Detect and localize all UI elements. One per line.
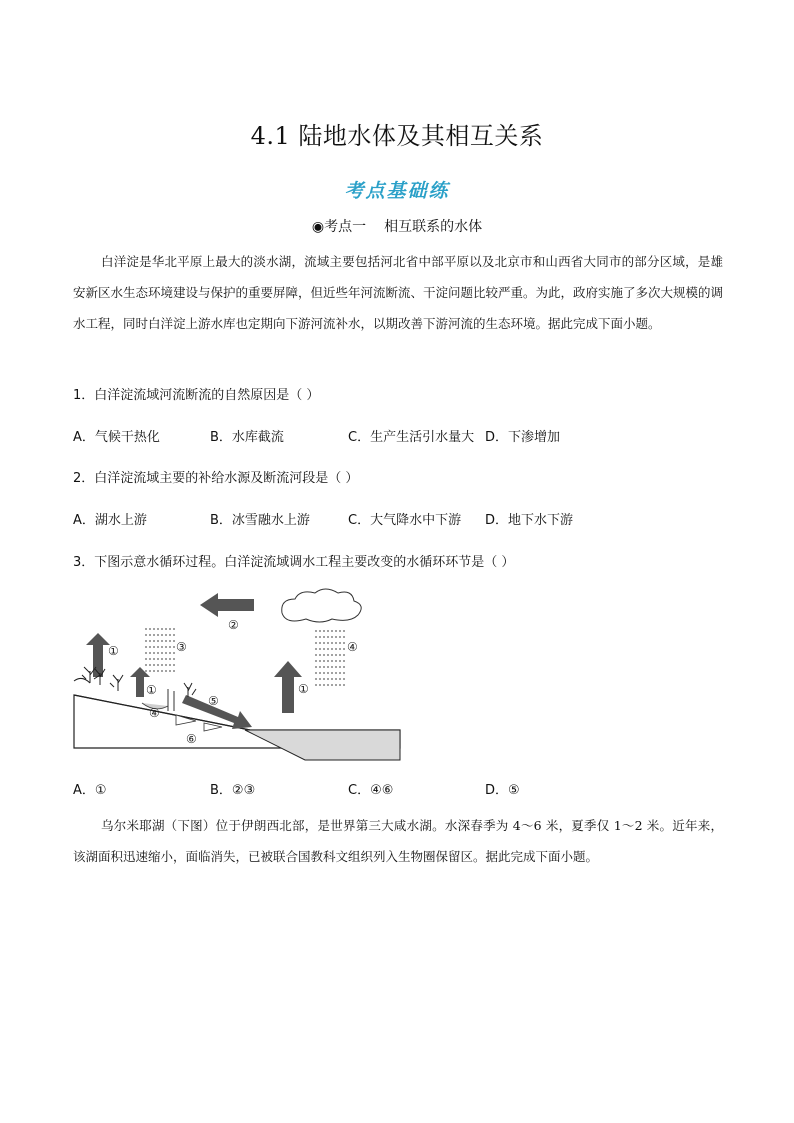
- water-cycle-diagram: [70, 585, 410, 765]
- diagram-label: ⑥: [186, 732, 197, 746]
- passage-baiyangdian: 白洋淀是华北平原上最大的淡水湖，流域主要包括河北省中部平原以及北京市和山西省大同市的部分区域，是雄安新区水生态环境建设与保护的重要屏障，但近些年河流断流、干淀问题比较严重。为此，政府实施了多次大规模的调水工程，同时白洋淀上游水库也定期向下游河流补水，以期改善下游河流的生态环境。据此完成下面小题。: [73, 254, 724, 331]
- q1-option-c[interactable]: C．生产生活引水量大: [348, 430, 475, 445]
- topic-marker-icon: ◉: [311, 219, 325, 235]
- q2-option-d[interactable]: D．地下水下游: [485, 513, 574, 528]
- precipitation-land-icon: [145, 629, 175, 671]
- arrow-advection-icon: [200, 593, 254, 617]
- q2-option-b[interactable]: B．冰雪融水上游: [210, 513, 310, 528]
- q3-option-b[interactable]: B．②③: [210, 783, 256, 798]
- diagram-label: ①: [298, 682, 309, 696]
- arrow-evaporation-land-icon: [86, 633, 110, 677]
- q1-option-a[interactable]: A．气候干热化: [73, 430, 160, 445]
- q1-option-b[interactable]: B．水库截流: [210, 430, 284, 445]
- question-2-stem: 2．白洋淀流域主要的补给水源及断流河段是（ ）: [73, 471, 359, 486]
- diagram-label: ④: [149, 706, 160, 720]
- q3-option-d[interactable]: D．⑤: [485, 783, 520, 798]
- precipitation-sea-icon: [315, 631, 345, 685]
- diagram-label: ②: [228, 618, 239, 632]
- topic-heading: [0, 216, 794, 236]
- diagram-label: ①: [146, 683, 157, 697]
- q2-option-c[interactable]: C．大气降水中下游: [348, 513, 462, 528]
- topic-label: 考点一: [324, 219, 367, 235]
- diagram-label: ④: [347, 640, 358, 654]
- topic-name: 相互联系的水体: [384, 219, 483, 235]
- question-1-stem: 1．白洋淀流域河流断流的自然原因是（ ）: [73, 388, 320, 403]
- diagram-label: ①: [108, 644, 119, 658]
- page-title: 4.1 陆地水体及其相互关系: [250, 122, 544, 150]
- section-subtitle: 考点基础练: [344, 180, 450, 202]
- q1-option-d[interactable]: D．下渗增加: [485, 430, 561, 445]
- diagram-label: ③: [176, 640, 187, 654]
- q2-option-a[interactable]: A．湖水上游: [73, 513, 147, 528]
- q3-option-c[interactable]: C．④⑥: [348, 783, 394, 798]
- q3-option-a[interactable]: A．①: [73, 783, 107, 798]
- cloud-icon: [282, 589, 361, 622]
- passage-urmia-lake: 乌尔米耶湖（下图）位于伊朗西北部，是世界第三大咸水湖。水深春季为 4～6 米，夏季仅 1～2 米。近年来，该湖面积迅速缩小，面临消失，已被联合国教科文组织列入生物圈保留区。据此完成下面小题。: [73, 818, 723, 864]
- vegetation-icon: [74, 667, 196, 697]
- question-3-stem: 3．下图示意水循环过程。白洋淀流域调水工程主要改变的水循环环节是（ ）: [73, 555, 515, 570]
- diagram-label: ⑤: [208, 694, 219, 708]
